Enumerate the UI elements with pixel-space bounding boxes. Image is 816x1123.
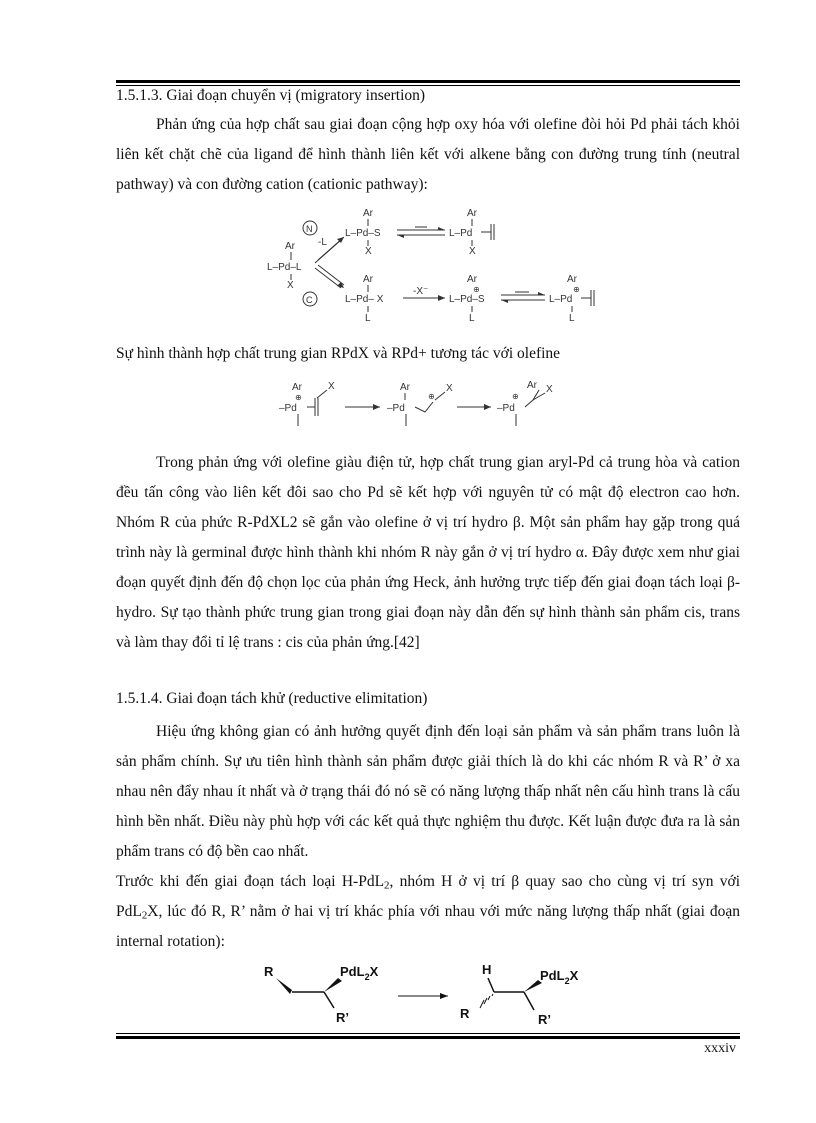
page-number: xxxiv xyxy=(704,1041,736,1056)
s3-pdl-2: PdL$_2$X xyxy=(540,968,579,986)
s2-pd-2: –Pd xyxy=(387,403,405,414)
s2-plus-2: ⊕ xyxy=(428,392,435,401)
start-complex: L–Pd–L xyxy=(267,262,302,273)
cationic-plus-1: ⊕ xyxy=(473,285,480,294)
reagent-cationic: -X⁻ xyxy=(413,286,429,297)
cationic-l-1: L xyxy=(365,313,371,324)
s3-r: R xyxy=(264,964,274,979)
paragraph-migratory-insertion: Phản ứng của hợp chất sau giai đoạn cộng hợp oxy hóa với olefine đòi hỏi Pd phải tách khỏi liên kết chặt chẽ của ligand để hình thành liên kết với alkene bằng con đường trung tính (neutral pathway) và con đường cation (cationic pathway): xyxy=(116,116,740,193)
s3-rp: R’ xyxy=(336,1010,349,1025)
s3-h: H xyxy=(482,962,492,977)
paragraph-steric-effect: Hiệu ứng không gian có ảnh hưởng quyết định đến loại sản phẩm và sản phẩm trans luôn là sản phẩm chính. Sự ưu tiên hình thành sản phẩm được giải thích là do khi các nhóm R và R’ ở xa nhau nên đẩy nhau ít nhất và ở trạng thái đó nó sẽ có năng lượng thấp nhất nên cấu hình trans là cấu hình bền nhất. Điều này phù hợp với các kết quả thực nghiệm thu được. Kết luận được đưa ra là sản phẩm trans có độ bền cao nhất. xyxy=(116,723,740,860)
start-ar: Ar xyxy=(285,241,295,252)
s2-plus-3: ⊕ xyxy=(512,392,519,401)
para4-sub1: 2 xyxy=(384,879,390,892)
cationic-ar-1: Ar xyxy=(363,274,373,285)
s2-ar-1: Ar xyxy=(292,382,302,393)
neutral-ar-2: Ar xyxy=(467,208,477,219)
cationic-ar-2: Ar xyxy=(467,274,477,285)
paragraph-internal-rotation xyxy=(116,867,740,957)
s2-plus-1: ⊕ xyxy=(295,393,302,402)
neutral-lpd: L–Pd xyxy=(449,228,473,239)
neutral-x-1: X xyxy=(365,246,372,257)
cationic-label: C xyxy=(306,295,313,305)
start-x: X xyxy=(287,280,294,291)
s3-rp-2: R’ xyxy=(538,1012,551,1027)
cationic-plus-2: ⊕ xyxy=(573,285,580,294)
neutral-label: N xyxy=(306,224,313,234)
cationic-l-3: L xyxy=(569,313,575,324)
scheme-internal-rotation xyxy=(262,958,612,1028)
scheme-olefine-interaction xyxy=(265,378,555,436)
s2-x-3: X xyxy=(546,384,553,395)
bottom-rule-thick xyxy=(116,1036,740,1039)
neutral-x-2: X xyxy=(469,246,476,257)
heading-1-5-1-3: 1.5.1.3. Giai đoạn chuyển vị (migratory insertion) xyxy=(116,87,426,104)
s2-pd-3: –Pd xyxy=(497,403,515,414)
cationic-l-2: L xyxy=(469,313,475,324)
bottom-rule-thin xyxy=(116,1033,740,1034)
paragraph-aryl-pd: Trong phản ứng với olefine giàu điện tử, hợp chất trung gian aryl-Pd cả trung hòa và cation đều tấn công vào liên kết đôi sao cho Pd sẽ kết hợp với nguyên tử có mật độ electron cao hơn. Nhóm R của phức R-PdXL2 sẽ gắn vào olefine ở vị trí hydro β. Một sản phẩm hay gặp trong quá trình này là germinal được hình thành khi nhóm R này gắn ở vị trí hydro α. Đây được xem như giai đoạn quyết định đến độ chọn lọc của phản ứng Heck, ảnh hưởng trực tiếp đến giai đoạn tách loại β-hydro. Sự tạo thành phức trung gian trong giai đoạn này dẫn đến sự hình thành sản phẩm cis, trans và làm thay đổi tỉ lệ trans : cis của phản ứng.[42] xyxy=(116,454,740,651)
cationic-ar-3: Ar xyxy=(567,274,577,285)
caption-intermediate: Sự hình thành hợp chất trung gian RPdX và RPd+ tương tác với olefine xyxy=(116,345,561,362)
s2-pd-1: –Pd xyxy=(279,403,297,414)
para4-t2: , nhóm H ở vị trí β quay sao cho cùng vị trí syn với PdL xyxy=(116,873,740,920)
cationic-lpd: L–Pd xyxy=(549,294,573,305)
cationic-lpdx: L–Pd– X xyxy=(345,294,384,305)
cationic-lpds: L–Pd–S xyxy=(449,294,485,305)
s2-x-1: X xyxy=(328,381,335,392)
para4-t3: X, lúc đó R, R’ nằm ở hai vị trí khác phía với nhau với mức năng lượng thấp nhất (giai đoạn internal rotation): xyxy=(116,903,740,950)
top-rule-thin xyxy=(116,85,740,86)
s2-ar-3: Ar xyxy=(527,380,537,391)
s3-r-2: R xyxy=(460,1006,470,1021)
top-rule-thick xyxy=(116,80,740,83)
s3-pdl: PdL$_2$X xyxy=(340,964,379,982)
neutral-ar-1: Ar xyxy=(363,208,373,219)
para4-t1: Trước khi đến giai đoạn tách loại H-PdL xyxy=(116,873,385,890)
s2-ar-2: Ar xyxy=(400,382,410,393)
s2-x-2: X xyxy=(446,383,453,394)
neutral-lpds: L–Pd–S xyxy=(345,228,381,239)
reagent-neutral: -L xyxy=(318,237,327,248)
heading-1-5-1-4: 1.5.1.4. Giai đoạn tách khử (reductive elimitation) xyxy=(116,690,428,707)
scheme-neutral-cationic-pathways xyxy=(255,208,615,328)
para4-sub2: 2 xyxy=(141,909,148,922)
